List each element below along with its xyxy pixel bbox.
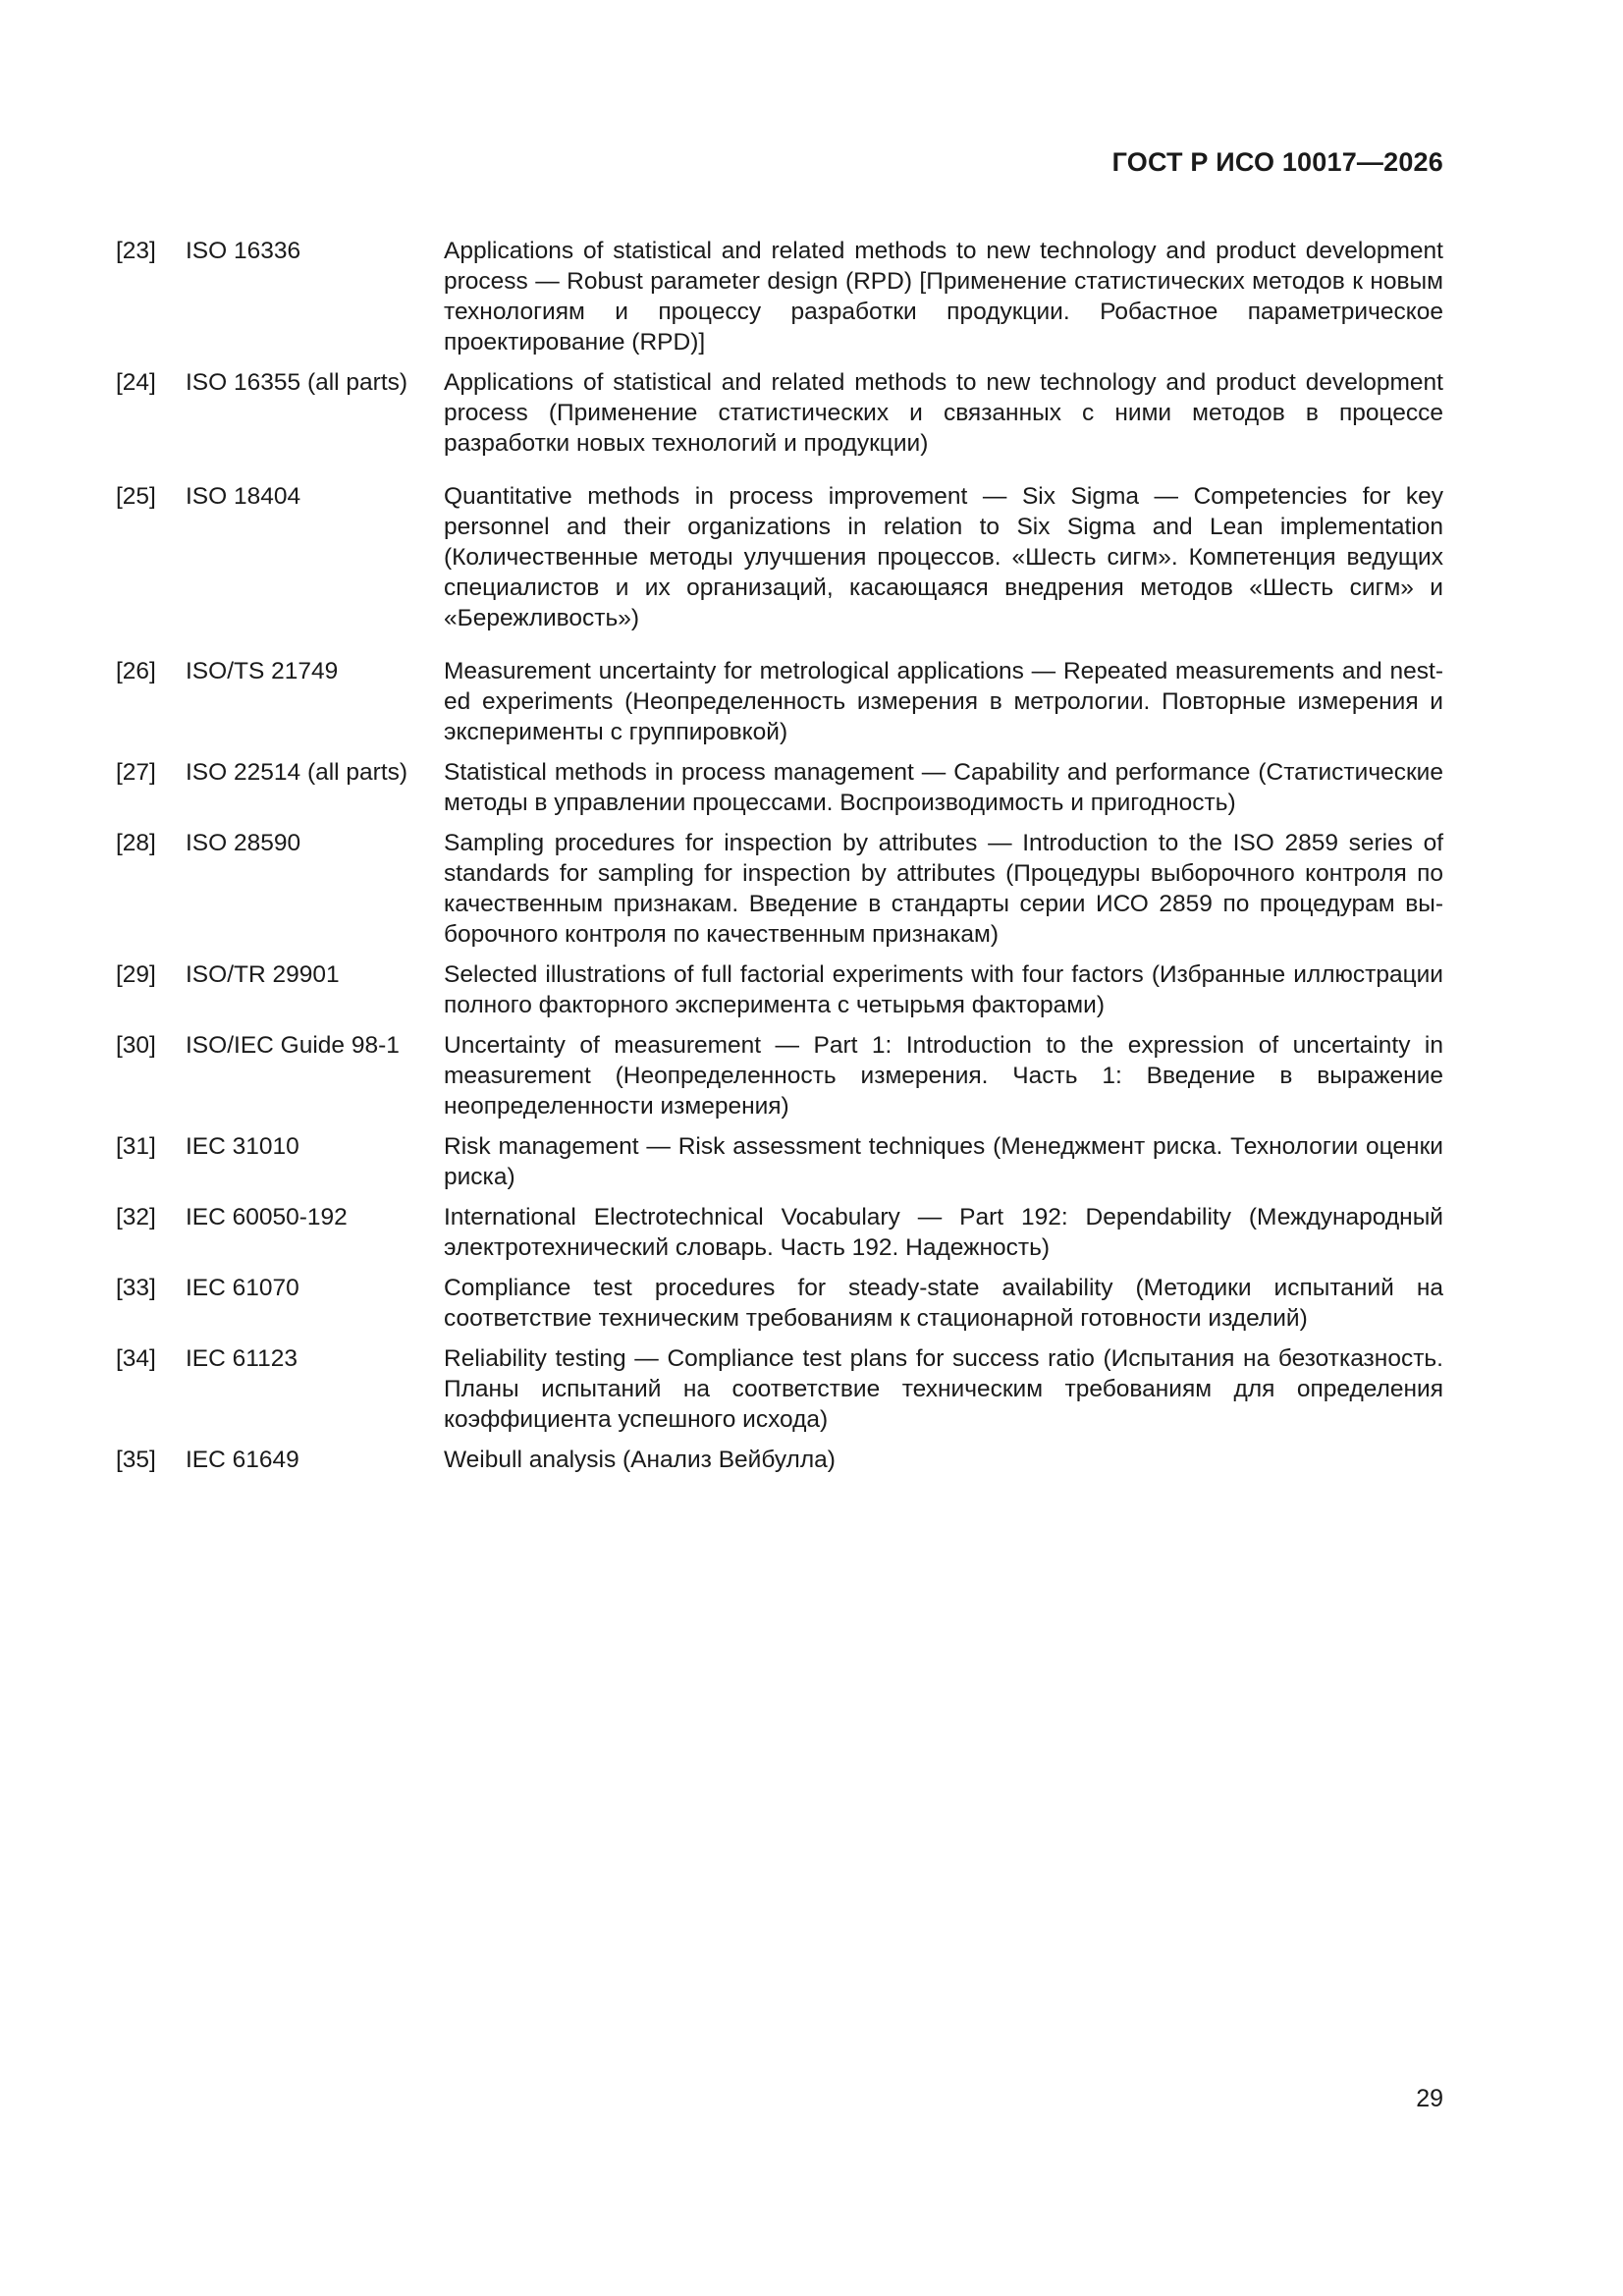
reference-entry [116,367,1443,459]
reference-number: [23] [116,238,156,264]
reference-number: [25] [116,483,156,510]
reference-entry [116,1202,1443,1263]
reference-number: [29] [116,961,156,988]
reference-code: ISO/TS 21749 [186,658,339,684]
reference-code: IEC 60050-192 [186,1204,348,1230]
reference-title: Compliance test procedures for steady-state availability (Методики испытаний на соответствие техническим требованиям к стационарной готовности изделий) [444,1275,1443,1332]
reference-code: ISO 28590 [186,830,301,856]
reference-code: IEC 61123 [186,1345,298,1372]
reference-number: [27] [116,759,156,786]
reference-title: Sampling procedures for inspection by attributes — Introduction to the ISO 2859 series of standards for sampling for inspection by attributes (Процедуры выборочного контроля по качественным признакам. Введение в стандарты серии ИСО 2859 по процедурам выборочного контроля по качественным признакам) [444,830,1443,948]
reference-title: Applications of statistical and related methods to new technology and product development process (Применение статистических и связанных с ними методов в процессе разработки новых технологий и продукции) [444,369,1443,457]
reference-code: ISO 16355 (all parts) [186,369,408,396]
reference-code: ISO 18404 [186,483,301,510]
reference-entry [116,828,1443,950]
reference-code: ISO/IEC Guide 98-1 [186,1032,400,1059]
page-number: 29 [1416,2085,1443,2112]
reference-title: Statistical methods in process management — Capability and performance (Статистические методы в управлении процессами. Воспроизводимость и пригодность) [444,759,1443,816]
reference-entry [116,656,1443,747]
reference-entry [116,1030,1443,1121]
reference-title: Reliability testing — Compliance test plans for success ratio (Испытания на безотказность. Планы испытаний на соответствие техническим требованиям для определения коэффициента успешного исхода) [444,1345,1443,1433]
reference-entry [116,959,1443,1020]
reference-number: [35] [116,1447,156,1473]
reference-title: Risk management — Risk assessment techniques (Менеджмент риска. Технологии оценки риска) [444,1133,1443,1190]
reference-number: [33] [116,1275,156,1301]
reference-number: [24] [116,369,156,396]
reference-title: Measurement uncertainty for metrological applications — Repeated measurements and nested experiments (Неопределенность измерения в метрологии. Повторные измерения и эксперименты с группировкой) [444,658,1443,745]
reference-entry [116,1131,1443,1192]
reference-number: [26] [116,658,156,684]
reference-code: IEC 61070 [186,1275,299,1301]
reference-entry [116,481,1443,633]
bibliography-list [116,236,1443,1485]
reference-number: [28] [116,830,156,856]
reference-title: Weibull analysis (Анализ Вейбулла) [444,1447,836,1473]
reference-entry [116,1343,1443,1435]
reference-entry [116,1445,1443,1475]
reference-title: International Electrotechnical Vocabulary — Part 192: Dependability (Международный электротехнический словарь. Часть 192. Надежность) [444,1204,1443,1261]
page-header-standard-id: ГОСТ Р ИСО 10017—2026 [1111,147,1443,177]
reference-entry [116,236,1443,357]
reference-number: [31] [116,1133,156,1160]
reference-code: ISO 22514 (all parts) [186,759,408,786]
reference-title: Selected illustrations of full factorial experiments with four factors (Избранные иллюстрации полного факторного эксперимента с четырьмя факторами) [444,961,1443,1018]
reference-code: ISO 16336 [186,238,301,264]
reference-code: ISO/TR 29901 [186,961,340,988]
reference-code: IEC 31010 [186,1133,299,1160]
reference-title: Uncertainty of measurement — Part 1: Introduction to the expression of uncertainty in measurement (Неопределенность измерения. Часть 1: Введение в выражение неопределенности измерения) [444,1032,1443,1120]
reference-code: IEC 61649 [186,1447,299,1473]
reference-entry [116,1273,1443,1334]
reference-number: [34] [116,1345,156,1372]
reference-number: [30] [116,1032,156,1059]
reference-title: Applications of statistical and related methods to new technology and product development process — Robust parameter design (RPD) [Применение статистических методов к новым технологиям и процессу разработки продукции. Робастное параметрическое проектирование (RPD)] [444,238,1443,355]
reference-entry [116,757,1443,818]
reference-title: Quantitative methods in process improvement — Six Sigma — Competencies for key personnel and their organizations in relation to Six Sigma and Lean implementation (Количественные методы улучшения процессов. «Шесть сигм». Компетенция ведущих специалистов и их организаций, касающаяся внедрения методов «Шесть сигм» и «Бережливость») [444,483,1443,631]
reference-number: [32] [116,1204,156,1230]
